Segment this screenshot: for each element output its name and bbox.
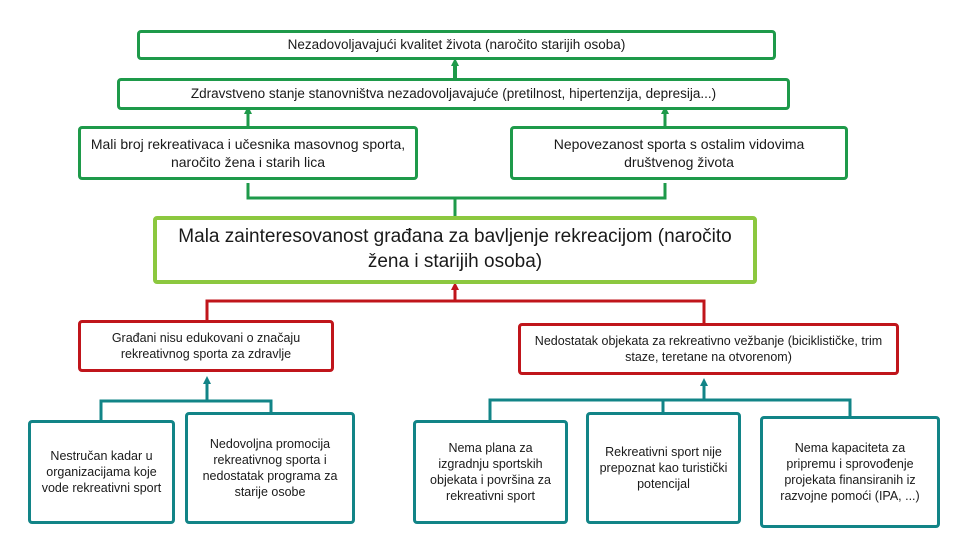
- subcause-text-5: Nema kapaciteta za pripremu i sprovođenje projekata finansiranih iz razvojne pomoći (IPA, ...): [780, 440, 920, 504]
- subcause-text-3: Nema plana za izgradnju sportskih objekata i površina za rekreativni sport: [430, 440, 551, 504]
- subcause-text-1: Nestručan kadar u organizacijama koje vode rekreativni sport: [41, 448, 162, 496]
- effect-right-text: Nepovezanost sporta s ostalim vidovima društvenog života: [553, 135, 805, 170]
- effect-left-text: Mali broj rekreativaca i učesnika masovnog sporta, naročito žena i starih lica: [90, 135, 406, 170]
- effect-right-box: [510, 126, 848, 180]
- subcause-box-1: [28, 420, 175, 524]
- subcause-text-2: Nedovoljna promocija rekreativnog sporta i nedostatak programa za starije osobe: [202, 436, 338, 500]
- effect-second-box: [117, 78, 790, 110]
- subcause-box-5: [760, 416, 940, 528]
- bracket-core-to-effects: [248, 183, 665, 198]
- core-problem-text: Mala zainteresovanost građana za bavljenje rekreacijom (naročito žena i starijih osoba): [178, 226, 732, 272]
- cause-left-box: [78, 320, 334, 372]
- cause-left-text: Građani nisu edukovani o značaju rekreativnog sporta za zdravlje: [111, 330, 301, 361]
- subcause-box-3: [413, 420, 568, 524]
- cause-right-box: [518, 323, 899, 375]
- effect-top-text: Nezadovoljavajući kvalitet života (naročito starijih osoba): [287, 37, 626, 53]
- effect-second-text: Zdravstveno stanje stanovništva nezadovoljavajuće (pretilnost, hipertenzija, depresija...): [190, 86, 717, 102]
- core-problem-box: [153, 216, 757, 284]
- effect-left-box: [78, 126, 418, 180]
- subcause-text-4: Rekreativni sport nije prepoznat kao turistički potencijal: [599, 444, 728, 492]
- effect-top-box: [137, 30, 776, 60]
- subcause-box-2: [185, 412, 355, 524]
- cause-right-text: Nedostatak objekata za rekreativno vežbanje (biciklističke, trim staze, teretane na otvorenom): [534, 333, 883, 364]
- subcause-box-4: [586, 412, 741, 524]
